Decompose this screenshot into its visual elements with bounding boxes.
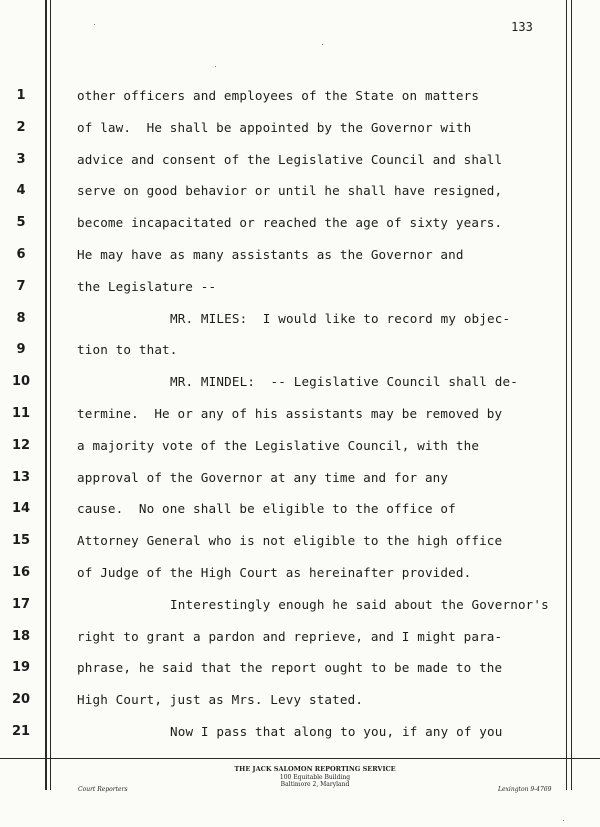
footer-phone: Lexington 9-4769: [498, 786, 552, 793]
line-number: 20: [11, 692, 31, 707]
scan-speck: [94, 24, 95, 25]
line-number: 13: [11, 470, 31, 485]
transcript-line: of Judge of the High Court as hereinafter provided.: [77, 565, 472, 580]
scan-speck: [215, 66, 216, 67]
line-number: 12: [11, 438, 31, 453]
line-number: 14: [11, 501, 31, 516]
line-number: 21: [11, 724, 31, 739]
transcript-line: phrase, he said that the report ought to be made to the: [77, 660, 503, 675]
footer-rule: [0, 758, 600, 759]
transcript-line: right to grant a pardon and reprieve, and I might para-: [77, 629, 503, 644]
transcript-line: become incapacitated or reached the age of sixty years.: [77, 215, 503, 230]
footer-address-line: 100 Equitable Building: [279, 773, 351, 781]
transcript-line: termine. He or any of his assistants may be removed by: [77, 406, 503, 421]
line-number: 18: [11, 629, 31, 644]
line-number: 11: [11, 406, 31, 421]
transcript-line: cause. No one shall be eligible to the office of: [77, 501, 456, 516]
line-number: 7: [16, 279, 26, 294]
line-number: 15: [11, 533, 31, 548]
line-number: 10: [11, 374, 31, 389]
line-number: 4: [16, 183, 26, 198]
line-number: 6: [16, 247, 26, 262]
line-number: 2: [16, 120, 26, 135]
transcript-line: MR. MINDEL: -- Legislative Council shall de-: [170, 374, 518, 389]
left-margin-rule: [45, 0, 47, 790]
transcript-line: a majority vote of the Legislative Council, with the: [77, 438, 480, 453]
line-number: 16: [11, 565, 31, 580]
line-number: 19: [11, 660, 31, 675]
line-number: 9: [16, 342, 26, 357]
transcript-line: Interestingly enough he said about the Governor's: [170, 597, 549, 612]
transcript-line: of law. He shall be appointed by the Governor with: [77, 120, 472, 135]
transcript-line: advice and consent of the Legislative Council and shall: [77, 152, 503, 167]
line-number: 17: [11, 597, 31, 612]
footer-reporting-service: [200, 766, 430, 789]
transcript-line: approval of the Governor at any time and for any: [77, 470, 449, 485]
transcript-line: He may have as many assistants as the Governor and: [77, 247, 464, 262]
right-margin-rule-outer: [571, 0, 572, 790]
scan-speck: [563, 820, 564, 821]
transcript-line: MR. MILES: I would like to record my objec-: [170, 311, 511, 326]
footer-city-line: Baltimore 2, Maryland: [280, 781, 350, 788]
scan-speck: [322, 44, 323, 45]
transcript-line: other officers and employees of the State on matters: [77, 88, 480, 103]
line-number: 5: [16, 215, 26, 230]
footer-service-name: THE JACK SALOMON REPORTING SERVICE: [234, 765, 396, 773]
transcript-line: tion to that.: [77, 342, 178, 357]
right-margin-rule: [566, 0, 567, 790]
transcript-line: Attorney General who is not eligible to the high office: [77, 533, 503, 548]
line-number: 3: [16, 152, 26, 167]
left-margin-rule-inner: [50, 0, 51, 790]
page-number: 133: [511, 20, 533, 34]
transcript-line: Now I pass that along to you, if any of you: [170, 724, 503, 739]
transcript-line: High Court, just as Mrs. Levy stated.: [77, 692, 364, 707]
transcript-line: the Legislature --: [77, 279, 217, 294]
line-number: 1: [16, 88, 26, 103]
line-number: 8: [16, 311, 26, 326]
transcript-line: serve on good behavior or until he shall have resigned,: [77, 183, 503, 198]
footer-left-text: Court Reporters: [78, 786, 128, 793]
